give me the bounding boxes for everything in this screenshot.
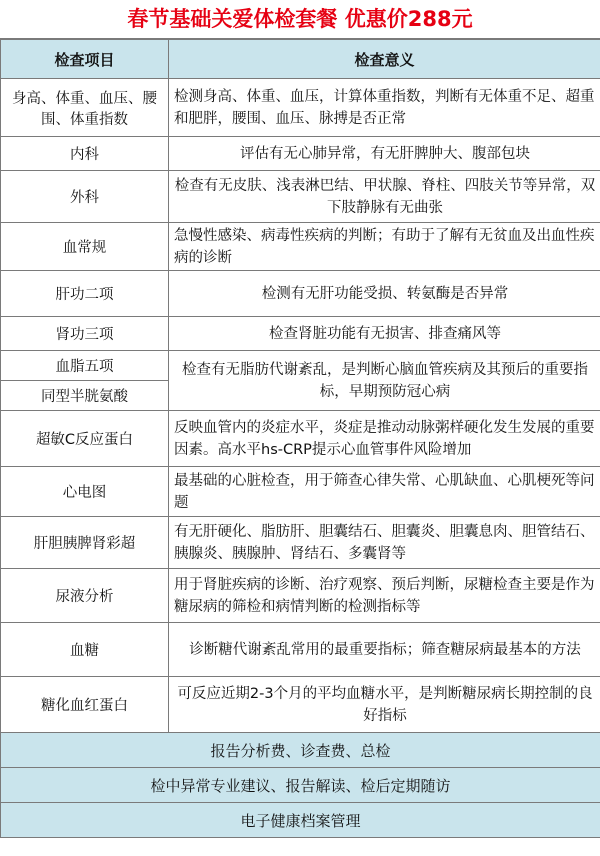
checkup-table	[0, 39, 600, 838]
row-item: 超敏C反应蛋白	[1, 411, 169, 467]
row-meaning: 可反应近期2-3个月的平均血糖水平，是判断糖尿病长期控制的良好指标	[169, 677, 600, 733]
row-item: 内科	[1, 137, 169, 171]
row-item: 肾功三项	[1, 317, 169, 351]
row-item: 肝功二项	[1, 271, 169, 317]
row-meaning: 反映血管内的炎症水平，炎症是推动动脉粥样硬化发生发展的重要因素。高水平hs-CRP提示心血管事件风险增加	[169, 411, 600, 467]
table-row	[1, 623, 600, 677]
table-row	[1, 517, 600, 569]
row-item: 肝胆胰脾肾彩超	[1, 517, 169, 569]
footer-service: 报告分析费、诊查费、总检	[1, 733, 600, 768]
table-header-row	[1, 40, 600, 79]
table-row	[1, 351, 600, 381]
table-row	[1, 317, 600, 351]
row-item: 外科	[1, 171, 169, 223]
row-meaning: 诊断糖代谢紊乱常用的最重要指标；筛查糖尿病最基本的方法	[169, 623, 600, 677]
footer-row	[1, 733, 600, 768]
row-item: 身高、体重、血压、腰围、体重指数	[1, 79, 169, 137]
row-item: 血脂五项	[1, 351, 169, 381]
table-row	[1, 137, 600, 171]
row-item: 血糖	[1, 623, 169, 677]
footer-row	[1, 768, 600, 803]
table-row	[1, 569, 600, 623]
row-meaning: 检测有无肝功能受损、转氨酶是否异常	[169, 271, 600, 317]
footer-service: 电子健康档案管理	[1, 803, 600, 838]
row-meaning: 检查有无皮肤、浅表淋巴结、甲状腺、脊柱、四肢关节等异常，双下肢静脉有无曲张	[169, 171, 600, 223]
table-row	[1, 171, 600, 223]
row-meaning: 评估有无心肺异常，有无肝脾肿大、腹部包块	[169, 137, 600, 171]
header-item: 检查项目	[1, 40, 169, 79]
row-meaning: 检测身高、体重、血压，计算体重指数，判断有无体重不足、超重和肥胖，腰围、血压、脉搏是否正常	[169, 79, 600, 137]
row-item: 血常规	[1, 223, 169, 271]
row-meaning: 检查有无脂肪代谢紊乱，是判断心脑血管疾病及其预后的重要指标，早期预防冠心病	[169, 351, 600, 411]
table-row	[1, 677, 600, 733]
row-item: 尿液分析	[1, 569, 169, 623]
footer-row	[1, 803, 600, 838]
row-meaning: 最基础的心脏检查，用于筛查心律失常、心肌缺血、心肌梗死等问题	[169, 467, 600, 517]
table-row	[1, 411, 600, 467]
footer-service: 检中异常专业建议、报告解读、检后定期随访	[1, 768, 600, 803]
row-meaning: 检查肾脏功能有无损害、排查痛风等	[169, 317, 600, 351]
table-row	[1, 467, 600, 517]
package-title: 春节基础关爱体检套餐 优惠价288元	[0, 0, 600, 39]
table-row	[1, 79, 600, 137]
table-row	[1, 223, 600, 271]
row-item: 心电图	[1, 467, 169, 517]
row-meaning: 急慢性感染、病毒性疾病的判断；有助于了解有无贫血及出血性疾病的诊断	[169, 223, 600, 271]
row-item: 同型半胱氨酸	[1, 381, 169, 411]
table-row	[1, 271, 600, 317]
row-meaning: 有无肝硬化、脂肪肝、胆囊结石、胆囊炎、胆囊息肉、胆管结石、胰腺炎、胰腺肿、肾结石、多囊肾等	[169, 517, 600, 569]
row-meaning: 用于肾脏疾病的诊断、治疗观察、预后判断，尿糖检查主要是作为糖尿病的筛检和病情判断的检测指标等	[169, 569, 600, 623]
row-item: 糖化血红蛋白	[1, 677, 169, 733]
header-meaning: 检查意义	[169, 40, 600, 79]
